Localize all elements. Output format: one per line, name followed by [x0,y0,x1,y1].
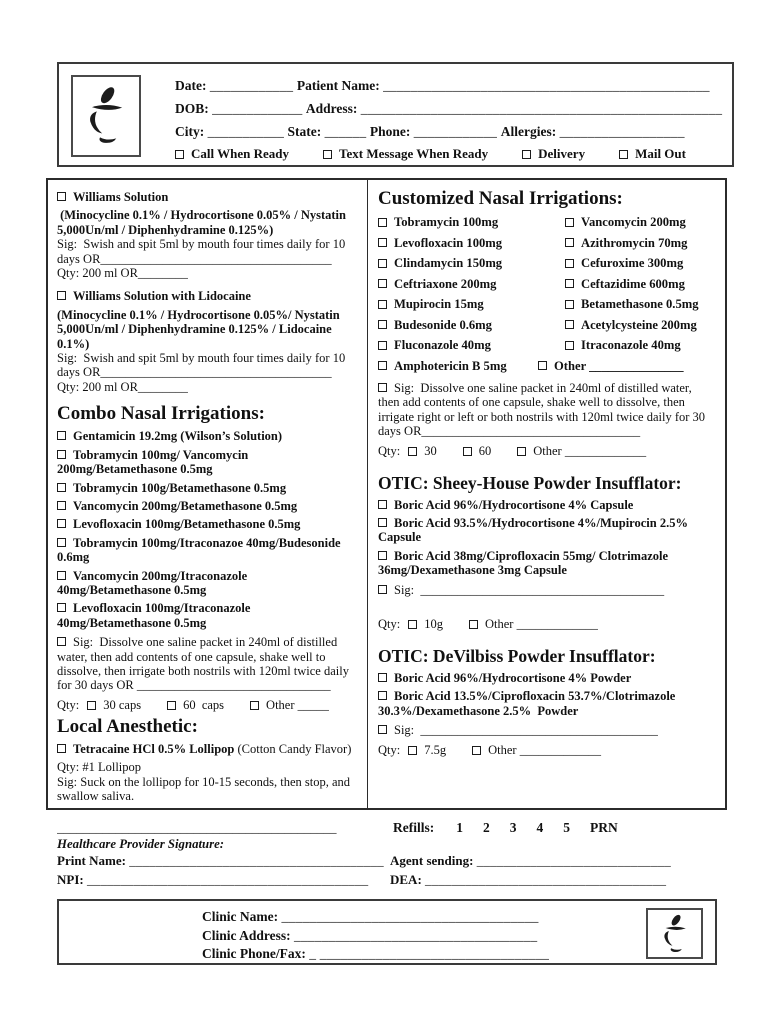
combo-item[interactable] [57,448,359,477]
devilbiss-sig-row[interactable] [378,723,715,737]
qty-option-label: 30 [424,443,437,458]
williams-composition: (Minocycline 0.1% / Hydrocortisone 0.05% / Nystatin 5,000Un/ml / Diphenhydramine 0.125%) [57,208,350,237]
combo-item-label: Tobramycin 100g/Betamethasone 0.5mg [73,480,287,495]
customized-option[interactable] [565,335,715,356]
right-column [368,180,725,808]
customized-option-label: Other _______________ [554,358,684,373]
devilbiss-item[interactable] [378,689,715,718]
qty-option-label: 30 caps [103,697,142,712]
delivery-options [175,146,722,162]
devilbiss-item-checkbox[interactable] [378,673,387,682]
mortar-pestle-icon [79,83,133,149]
customized-option[interactable] [565,294,715,315]
refills-option[interactable]: 5 [563,820,570,835]
date-label: Date: [175,78,207,93]
customized-option[interactable] [565,253,715,274]
customized-option-checkbox[interactable] [538,361,547,370]
refills-row [393,820,638,836]
tetracaine-checkbox[interactable] [57,744,66,753]
customized-option-label: Itraconazole 40mg [581,338,681,352]
customized-option-checkbox[interactable] [378,218,387,227]
agent-sending-field[interactable]: _____________________________ [476,853,671,868]
customized-row [378,315,715,336]
qty-option-checkbox[interactable] [408,447,417,456]
combo-item-checkbox[interactable] [57,483,66,492]
npi-field[interactable]: __________________________________________ [86,871,369,887]
agent-sending-label: Agent sending: [390,853,477,868]
refills-option[interactable]: 4 [536,820,544,835]
dea-field[interactable]: ____________________________________ [425,871,667,887]
customized-option-checkbox[interactable] [565,279,574,288]
williams-lidocaine-qty: Qty: 200 ml OR________ [57,379,188,394]
customized-option-label: Acetylcysteine 200mg [581,317,697,332]
sheey-item-label: Boric Acid 93.5%/Hydrocortisone 4%/Mupirocin 2.5% Capsule [378,516,692,545]
williams-lidocaine-sig: Sig: Swish and spit 5ml by mouth four times daily for 10 days OR_____________________________________ [57,351,349,380]
customized-option-label: Ceftriaxone 200mg [394,276,497,291]
refills-options [456,820,638,836]
combo-item-checkbox[interactable] [57,603,66,612]
sheey-item[interactable] [378,498,715,512]
qty-option-label: 60 [478,443,492,458]
customized-option[interactable] [378,274,565,295]
patient-info-box [57,62,734,167]
delivery-option-label: Call When Ready [191,146,289,161]
left-column [48,180,368,808]
qty-option[interactable] [472,743,601,758]
delivery-option-checkbox[interactable] [175,150,184,159]
customized-option-checkbox[interactable] [565,238,574,247]
delivery-option-checkbox[interactable] [323,150,332,159]
customized-row [378,233,715,254]
sheey-items [378,498,715,578]
phone-field[interactable]: ____________ [413,124,501,139]
customized-nasal-title: Customized Nasal Irrigations: [378,188,623,209]
williams-lidocaine-block [57,289,359,394]
clinic-phone-label: Clinic Phone/Fax: [202,946,310,961]
delivery-option[interactable] [323,146,488,162]
combo-item[interactable] [57,569,359,598]
tetracaine-sig: Sig: Suck on the lollipop for 10-15 seconds, then stop, and swallow saliva. [57,774,354,804]
devilbiss-item-checkbox[interactable] [378,691,387,700]
qty-option-label: Other _____________ [488,742,601,757]
sheey-item-label: Boric Acid 38mg/Ciprofloxacin 55mg/ Clotrimazole 36mg/Dexamethasone 3mg Capsule [378,548,672,578]
patient-name-label: Patient Name: [296,78,380,93]
customized-option-label: Tobramycin 100mg [394,215,499,229]
address-label: Address: [305,101,358,116]
qty-option-label: 7.5g [424,742,447,757]
qty-option-checkbox[interactable] [463,447,472,456]
williams-lidocaine-item[interactable] [57,289,359,303]
refills-option[interactable]: 3 [509,820,517,835]
delivery-option-label: Mail Out [635,146,686,161]
combo-item[interactable] [57,429,359,443]
combo-sig-row[interactable] [57,635,359,693]
qty-option[interactable] [250,698,329,713]
refills-label: Refills: [393,820,435,835]
devilbiss-qty-row [378,743,715,758]
delivery-option-label: Text Message When Ready [339,146,489,161]
customized-option-label: Amphotericin B 5mg [394,358,507,373]
devilbiss-items [378,671,715,718]
combo-item-label: Vancomycin 200mg/Betamethasone 0.5mg [73,498,298,513]
state-label: State: [287,124,322,139]
combo-item-checkbox[interactable] [57,450,66,459]
clinic-address-field[interactable]: ___________________________________ [294,927,538,943]
header-row-dob-address [175,97,722,120]
clinic-name-field[interactable]: _____________________________________ [281,909,539,924]
devilbiss-sig-checkbox[interactable] [378,725,387,734]
customized-option-checkbox[interactable] [565,218,574,227]
sheey-sig-text: Sig: _______________________________________ [394,582,665,597]
clinic-address-label: Clinic Address: [202,927,295,943]
customized-sig-text: Sig: Dissolve one saline packet in 240ml of distilled water, then add contents of one capsule, shake well to dissolve, then irrigate right or left or both nostrils with 120ml twice daily for 30 days OR___________________________________ [378,381,709,439]
city-field[interactable]: ___________ [207,124,285,139]
customized-qty-label: Qty: [378,443,401,458]
williams-lidocaine-composition: (Minocycline 0.1% / Hydrocortisone 0.05%/ Nystatin 5,000Un/ml / Diphenhydramine 0.125% / Lidocaine 0.1%) [57,307,343,351]
qty-option-checkbox[interactable] [517,447,526,456]
combo-item-checkbox[interactable] [57,571,66,580]
refills-option[interactable]: PRN [590,820,618,835]
customized-option-checkbox[interactable] [378,341,387,350]
clinic-phone-row [202,945,549,964]
customized-option[interactable] [378,253,565,274]
otic-devilbiss-title: OTIC: DeVilbiss Powder Insufflator: [378,646,656,667]
customized-option-label: Vancomycin 200mg [581,215,686,229]
customized-option[interactable] [538,356,715,377]
clinic-address-row [202,927,549,946]
sheey-item-checkbox[interactable] [378,518,387,527]
customized-option-label: Clindamycin 150mg [394,256,503,270]
clinic-info-box [57,899,717,965]
sheey-item[interactable] [378,549,715,578]
customized-option-label: Betamethasone 0.5mg [581,297,699,311]
customized-grid [378,212,715,376]
sheey-qty-label: Qty: [378,617,401,632]
combo-sig-checkbox[interactable] [57,637,66,646]
clinic-phone-field[interactable]: _ _________________________________ [309,946,550,961]
combo-qty-label: Qty: [57,697,80,712]
delivery-option[interactable] [175,146,289,162]
pharmacy-logo-small [646,908,703,959]
qty-option-checkbox[interactable] [250,701,259,710]
customized-option-checkbox[interactable] [565,341,574,350]
patient-fields [175,74,722,162]
customized-option[interactable] [378,294,565,315]
combo-item[interactable] [57,499,359,513]
allergies-label: Allergies: [500,124,557,139]
customized-option-label: Fluconazole 40mg [394,338,491,352]
qty-option[interactable] [517,444,646,459]
customized-option[interactable] [378,356,538,377]
pharmacy-logo [71,75,141,157]
combo-items [57,429,359,630]
qty-option[interactable] [469,617,598,632]
qty-option-checkbox[interactable] [87,701,96,710]
sheey-qty-row [378,617,715,632]
header-row-city-state [175,120,722,143]
qty-option-label: Other _____________ [533,443,647,458]
clinic-name-row [202,908,549,927]
dob-label: DOB: [175,101,209,116]
qty-option[interactable] [167,698,224,713]
customized-option-label: Mupirocin 15mg [394,297,484,311]
qty-option-label: Other _____ [266,697,329,712]
tetracaine-label: Tetracaine HCl 0.5% Lollipop [73,741,235,756]
combo-item-checkbox[interactable] [57,501,66,510]
customized-option[interactable] [378,212,565,233]
refills-option[interactable]: 1 [456,820,463,835]
devilbiss-item-label: Boric Acid 96%/Hydrocortisone 4% Powder [394,671,632,686]
customized-option-checkbox[interactable] [378,361,387,370]
mortar-pestle-icon [657,912,693,956]
signature-refills-row [57,820,719,836]
local-anesthetic-title: Local Anesthetic: [57,715,198,737]
combo-item-checkbox[interactable] [57,538,66,547]
sheey-sig-checkbox[interactable] [378,585,387,594]
sheey-sig-row[interactable] [378,583,715,597]
combo-qty-row [57,698,359,713]
customized-row [378,212,715,233]
customized-qty-options [408,444,672,459]
customized-option-checkbox[interactable] [565,300,574,309]
customized-option[interactable] [565,212,715,233]
combo-item-label: Vancomycin 200mg/Itraconazole 40mg/Betamethasone 0.5mg [57,568,251,597]
customized-option-checkbox[interactable] [565,259,574,268]
dob-field[interactable]: _____________ [212,101,303,116]
combo-item[interactable] [57,481,359,495]
customized-row [378,356,715,377]
customized-option-checkbox[interactable] [378,320,387,329]
clinic-name-label: Clinic Name: [202,909,282,924]
customized-option-label: Ceftazidime 600mg [581,276,685,291]
customized-row [378,335,715,356]
provider-signature-label: Healthcare Provider Signature: [57,837,225,851]
customized-option[interactable] [378,233,565,254]
combo-item[interactable] [57,517,359,531]
patient-name-field[interactable]: _______________________________________________ [383,78,710,93]
customized-option[interactable] [565,233,715,254]
customized-option-checkbox[interactable] [378,259,387,268]
combo-item-label: Tobramycin 100mg/Itraconazoe 40mg/Budesonide 0.6mg [57,535,344,565]
sheey-item-checkbox[interactable] [378,500,387,509]
qty-option[interactable] [463,444,492,459]
customized-option-label: Levofloxacin 100mg [394,235,503,250]
williams-lidocaine-checkbox[interactable] [57,291,66,300]
combo-item-checkbox[interactable] [57,519,66,528]
npi-dea-row [57,871,719,890]
signature-section [57,820,719,889]
combo-item-label: Levofloxacin 100mg/Betamethasone 0.5mg [73,517,301,532]
qty-option-label: 60 caps [183,697,225,712]
combo-item-label: Gentamicin 19.2mg (Wilson’s Solution) [73,429,283,444]
williams-lidocaine-label: Williams Solution with Lidocaine [73,289,251,304]
sheey-item-checkbox[interactable] [378,551,387,560]
combo-sig-text: Sig: Dissolve one saline packet in 240ml of distilled water, then add contents of one capsule, shake well to dissolve, then irrigate both nostrils with 120ml twice daily for 30 days OR _______________________________ [57,635,353,693]
customized-row [378,253,715,274]
combo-item[interactable] [57,536,359,565]
williams-solution-block [57,190,359,280]
refills-option[interactable]: 2 [483,820,490,835]
qty-option[interactable] [408,617,443,632]
delivery-option-checkbox[interactable] [619,150,628,159]
combo-qty-options [87,698,355,713]
printname-agent-row [57,852,719,871]
qty-option-label: 10g [424,617,443,632]
npi-label: NPI: [57,871,87,887]
customized-row [378,294,715,315]
devilbiss-item[interactable] [378,671,715,685]
qty-option[interactable] [408,444,437,459]
provider-signature-field[interactable]: ___________________________________________ [57,820,337,835]
city-label: City: [175,124,205,139]
prescription-options-box [46,178,727,810]
delivery-option[interactable] [619,146,686,162]
customized-option-checkbox[interactable] [565,320,574,329]
qty-option[interactable] [87,698,141,713]
delivery-option[interactable] [522,146,585,162]
devilbiss-item-label: Boric Acid 13.5%/Ciprofloxacin 53.7%/Clotrimazole 30.3%/Dexamethasone 2.5% Powder [378,689,679,718]
qty-option-label: Other _____________ [484,617,598,632]
sheey-qty-options [408,617,624,632]
customized-option-checkbox[interactable] [378,238,387,247]
customized-option[interactable] [565,274,715,295]
tetracaine-flavor-note: (Cotton Candy Flavor) [234,741,352,756]
williams-solution-item[interactable] [57,190,359,204]
qty-option-checkbox[interactable] [472,746,481,755]
delivery-option-label: Delivery [538,146,586,161]
williams-solution-label: Williams Solution [73,190,169,204]
clinic-fields [202,908,549,964]
date-field[interactable]: ____________ [209,78,297,93]
combo-item[interactable] [57,601,359,630]
qty-option-checkbox[interactable] [408,620,417,629]
williams-qty: Qty: 200 ml OR________ [57,266,188,281]
tetracaine-qty: Qty: #1 Lollipop [57,760,142,775]
customized-option[interactable] [565,315,715,336]
sheey-item-label: Boric Acid 96%/Hydrocortisone 4% Capsule [394,497,634,512]
phone-label: Phone: [369,124,411,139]
state-field[interactable]: ______ [324,124,370,139]
print-name-label: Print Name: [57,853,130,868]
devilbiss-qty-label: Qty: [378,742,401,757]
qty-option-checkbox[interactable] [408,746,417,755]
print-name-field[interactable]: ______________________________________ [129,853,384,868]
customized-option[interactable] [378,315,565,336]
allergies-field[interactable]: __________________ [559,124,685,139]
customized-option-checkbox[interactable] [378,300,387,309]
delivery-option-checkbox[interactable] [522,150,531,159]
customized-option[interactable] [378,335,565,356]
customized-option-checkbox[interactable] [378,279,387,288]
header-row-date-name [175,74,722,97]
customized-row [378,274,715,295]
qty-option[interactable] [408,743,446,758]
dea-label: DEA: [390,871,426,887]
qty-option-checkbox[interactable] [469,620,478,629]
williams-solution-checkbox[interactable] [57,192,66,201]
combo-item-label: Levofloxacin 100mg/Itraconazole 40mg/Betamethasone 0.5mg [57,601,254,630]
address-field[interactable]: ____________________________________________________ [360,101,723,116]
customized-option-label: Budesonide 0.6mg [394,317,492,332]
combo-nasal-title: Combo Nasal Irrigations: [57,403,265,425]
customized-qty-row [378,444,715,459]
tetracaine-item[interactable] [57,742,359,756]
sheey-item[interactable] [378,516,715,545]
customized-sig-row[interactable] [378,381,715,439]
customized-option-label: Cefuroxime 300mg [581,256,684,270]
combo-item-label: Tobramycin 100mg/ Vancomycin 200mg/Betamethasone 0.5mg [57,447,252,477]
otic-sheey-title: OTIC: Sheey-House Powder Insufflator: [378,472,682,493]
williams-sig: Sig: Swish and spit 5ml by mouth four times daily for 10 days OR_____________________________________ [57,237,349,266]
devilbiss-sig-text: Sig: ______________________________________ [394,723,658,738]
customized-sig-checkbox[interactable] [378,383,387,392]
customized-option-label: Azithromycin 70mg [581,235,688,250]
qty-option-checkbox[interactable] [167,701,176,710]
combo-item-checkbox[interactable] [57,431,66,440]
devilbiss-qty-options [408,743,627,758]
